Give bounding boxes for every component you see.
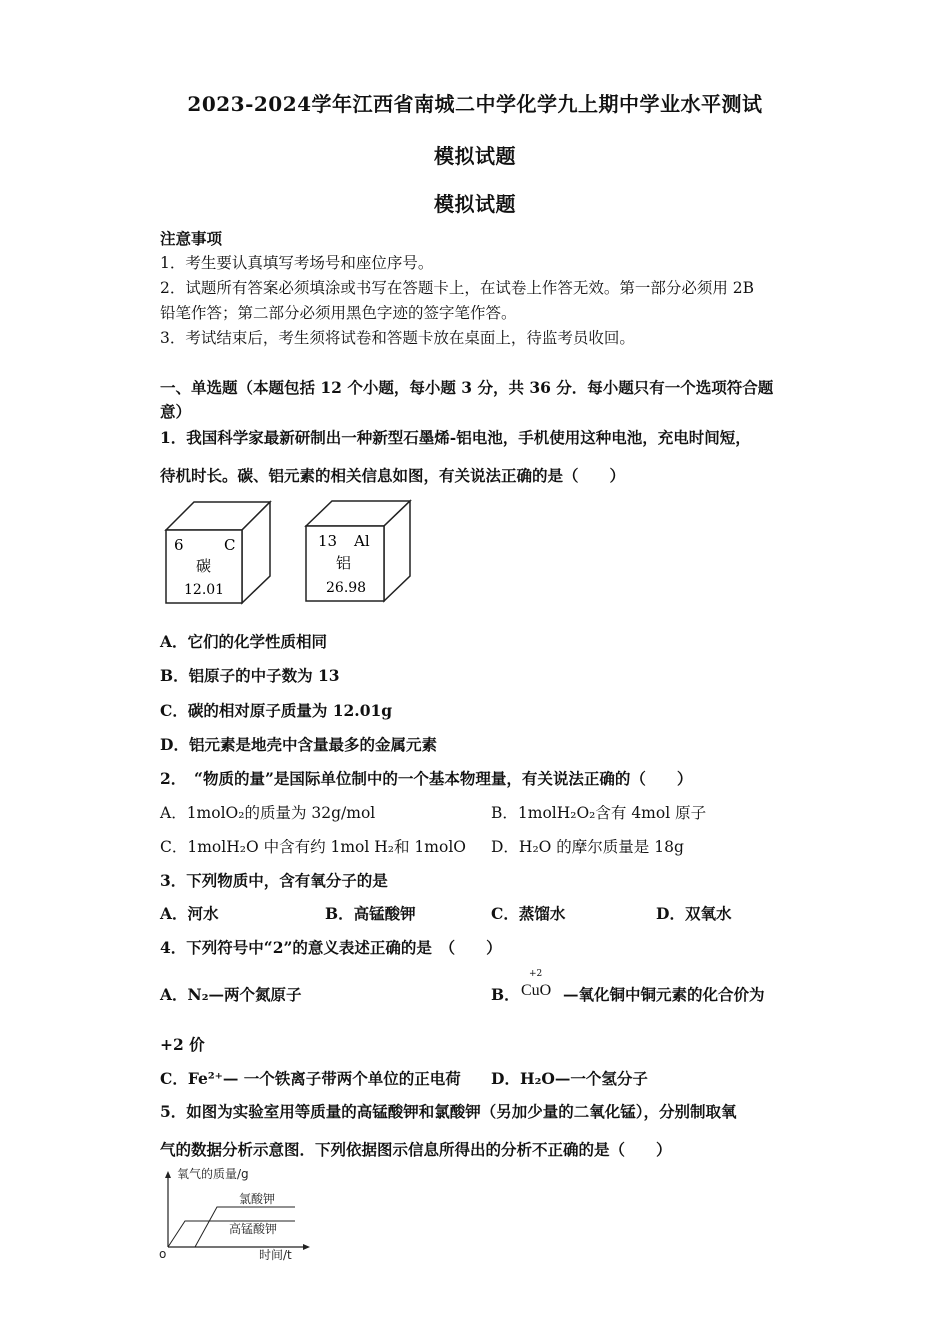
q4-stem: 4．下列符号中“2”的意义表述正确的是 （ ） xyxy=(160,938,502,957)
exam-title-line3: 模拟试题 xyxy=(434,192,516,216)
aluminum-element-card xyxy=(300,498,415,608)
chart-y-label: 氧气的质量/g xyxy=(177,1167,249,1181)
oxygen-mass-chart xyxy=(155,1162,315,1262)
section1-heading-line1: 一、单选题（本题包括 12 个小题，每小题 3 分，共 36 分．每小题只有一个选项符合题 xyxy=(160,378,774,397)
notice-heading: 注意事项 xyxy=(160,229,223,248)
chart-x-axis-arrow xyxy=(303,1244,310,1250)
q3-option-a: A．河水 xyxy=(160,904,219,923)
q4-option-b-label: B． xyxy=(491,985,520,1004)
aluminum-atomic-number: 13 xyxy=(318,532,338,550)
q3-option-b: B．高锰酸钾 xyxy=(325,904,416,923)
chart-origin-label: o xyxy=(159,1247,167,1261)
notice-item-1: 1．考生要认真填写考场号和座位序号。 xyxy=(160,254,434,272)
notice-item-3: 3．考试结束后，考生须将试卷和答题卡放在桌面上，待监考员收回。 xyxy=(160,329,635,347)
chart-x-label: 时间/t xyxy=(259,1248,292,1262)
exam-title-line1: 2023-2024学年江西省南城二中学化学九上期中学业水平测试 xyxy=(187,92,763,116)
aluminum-symbol: Al xyxy=(354,532,370,550)
q3-stem: 3．下列物质中，含有氧分子的是 xyxy=(160,871,388,890)
carbon-name: 碳 xyxy=(196,557,212,575)
carbon-element-card xyxy=(160,498,275,608)
q4-option-d: D．H₂O—一个氢分子 xyxy=(491,1069,648,1088)
legend-label-permanganate: 高锰酸钾 xyxy=(229,1222,278,1236)
q2-option-c: C．1molH₂O 中含有约 1mol H₂和 1molO xyxy=(160,838,466,856)
carbon-atomic-number: 6 xyxy=(174,536,184,554)
q4-option-b-text: —氧化铜中铜元素的化合价为 xyxy=(563,985,765,1004)
q3-option-d: D．双氧水 xyxy=(656,904,732,923)
q4-option-b-superscript: +2 xyxy=(529,969,543,979)
q2-option-b: B．1molH₂O₂含有 4mol 原子 xyxy=(491,804,707,822)
exam-title-line2: 模拟试题 xyxy=(434,144,516,168)
aluminum-atomic-mass: 26.98 xyxy=(326,580,367,596)
section1-heading-line2: 意） xyxy=(160,402,192,421)
q4-option-b-formula: CuO xyxy=(521,982,552,999)
q4-option-b-continuation: +2 价 xyxy=(160,1035,205,1054)
q1-option-b: B．铝原子的中子数为 13 xyxy=(160,666,340,685)
q1-stem-line1: 1．我国科学家最新研制出一种新型石墨烯-铝电池，手机使用这种电池，充电时间短， xyxy=(160,428,751,447)
q5-stem-line1: 5．如图为实验室用等质量的高锰酸钾和氯酸钾（另加少量的二氧化锰），分别制取氧 xyxy=(160,1102,737,1121)
q1-option-d: D．铝元素是地壳中含量最多的金属元素 xyxy=(160,735,437,754)
q4-option-c: C．Fe²⁺— 一个铁离子带两个单位的正电荷 xyxy=(160,1069,461,1088)
q5-stem-line2: 气的数据分析示意图．下列依据图示信息所得出的分析不正确的是（ ） xyxy=(160,1140,672,1159)
aluminum-name: 铝 xyxy=(336,554,352,572)
q2-option-a: A．1molO₂的质量为 32g/mol xyxy=(160,804,376,822)
q1-option-c: C．碳的相对原子质量为 12.01g xyxy=(160,701,393,720)
q3-option-c: C．蒸馏水 xyxy=(491,904,566,923)
q1-option-a: A．它们的化学性质相同 xyxy=(160,632,328,651)
chart-y-axis-arrow xyxy=(165,1171,171,1178)
notice-item-2a: 2．试题所有答案必须填涂或书写在答题卡上，在试卷上作答无效。第一部分必须用 2B xyxy=(160,279,755,297)
q1-stem-line2: 待机时长。碳、铝元素的相关信息如图，有关说法正确的是（ ） xyxy=(160,466,626,485)
legend-label-chlorate: 氯酸钾 xyxy=(239,1192,276,1206)
carbon-atomic-mass: 12.01 xyxy=(184,582,225,598)
q4-option-a: A．N₂—两个氮原子 xyxy=(160,985,302,1004)
carbon-symbol: C xyxy=(224,536,236,554)
q2-stem: 2． “物质的量”是国际单位制中的一个基本物理量，有关说法正确的（ ） xyxy=(160,769,693,788)
notice-item-2b: 铅笔作答；第二部分必须用黑色字迹的签字笔作答。 xyxy=(160,304,517,322)
q2-option-d: D．H₂O 的摩尔质量是 18g xyxy=(491,838,684,856)
